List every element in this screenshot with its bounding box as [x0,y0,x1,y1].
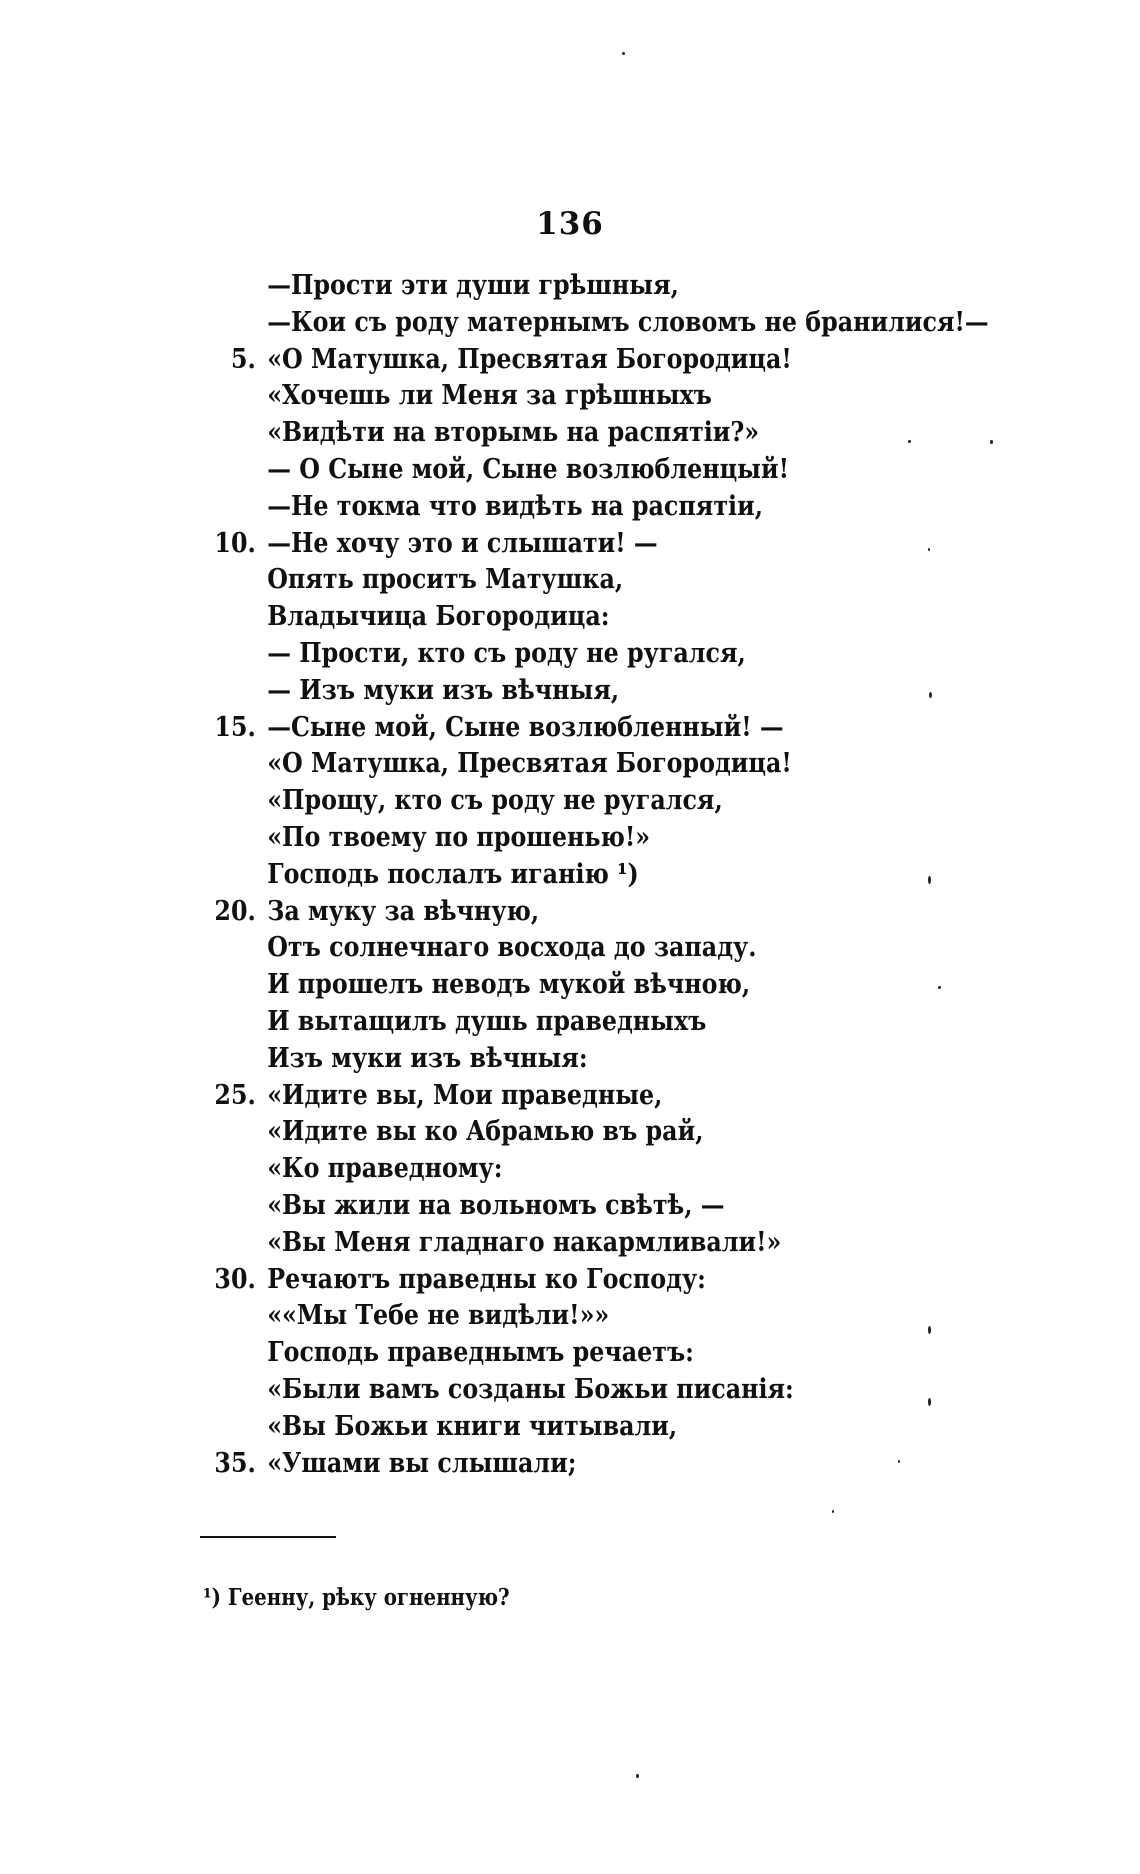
verse-number: 15. [214,711,256,743]
verse-text: За муку за вѣчную, [267,895,540,927]
scan-speck [928,1326,931,1334]
verse-text: И прошелъ неводъ мукой вѣчною, [267,969,751,1001]
page-number: 136 [536,206,604,242]
footnote-divider [200,1536,336,1538]
verse-line [210,305,989,342]
verse-line [210,1225,879,1262]
scan-speck [938,986,941,989]
verse-line [210,1372,879,1409]
verse-text: Отъ солнечнаго восхода до западу. [267,932,757,964]
verse-line [210,1151,879,1188]
verse-text: «Вы жили на вольномъ свѣтѣ, — [267,1189,725,1221]
verse-text: «Ушами вы слышали; [267,1447,577,1479]
verse-text: «По твоему по прошенью!» [267,821,651,853]
scan-speck [929,692,932,698]
verse-line [210,489,879,526]
scan-speck [832,1510,834,1513]
verse-text: —Прости эти души грѣшныя, [267,270,679,301]
verse-number: 25. [214,1079,256,1111]
verse-text: — Прости, кто съ роду не ругался, [267,637,746,669]
verse-line [210,1078,879,1115]
verse-line [210,599,879,636]
scan-speck [622,52,625,55]
verse-number: 10. [214,527,256,559]
verse-text: «О Матушка, Пресвятая Богородица! [267,748,792,780]
scan-speck [636,1774,639,1778]
scan-speck [898,1460,900,1463]
scan-speck [928,548,930,551]
verse-line [210,1114,879,1151]
verse-line [210,894,879,931]
verse-number: 35. [214,1447,256,1479]
verse-line [210,746,879,783]
scan-speck [908,440,911,443]
verse-text: —Кои съ роду матернымъ словомъ не бранилися!— [267,306,989,338]
verse-text: «Хочешь ли Меня за грѣшныхъ [267,380,712,412]
verse-line [210,1298,879,1335]
verse-text: — О Сыне мой, Сыне возлюбленцый! [267,453,790,485]
scan-speck [928,876,931,884]
verse-text: Опять проситъ Матушка, [267,564,624,596]
verse-text: «О Матушка, Пресвятая Богородица! [267,343,792,375]
verse-text: Господь послалъ иганію ¹) [267,858,639,890]
verse-line [210,268,879,305]
verse-line [210,452,879,489]
footnote: ¹) Геенну, рѣку огненную? [203,1584,510,1611]
verse-text: —Не хочу это и слышати! — [267,527,658,559]
verse-text: «Были вамъ созданы Божьи писанія: [267,1373,794,1405]
verse-line [210,1446,879,1483]
verse-list [210,268,989,1482]
verse-text: «Идите вы ко Абрамью въ рай, [267,1116,704,1148]
verse-number: 5. [230,343,256,375]
verse-text: «Вы Божьи книги читывали, [267,1410,678,1442]
verse-line [210,526,879,563]
verse-number: 30. [214,1263,256,1295]
verse-line [210,1335,879,1372]
verse-text: — Изъ муки изъ вѣчныя, [267,674,620,706]
verse-text: И вытащилъ душь праведныхъ [267,1005,707,1037]
verse-line [210,562,879,599]
verse-text: —Не токма что видѣть на распятіи, [267,490,763,522]
verse-text: Речаютъ праведны ко Господу: [267,1263,706,1295]
verse-text: Владычица Богородица: [267,601,610,633]
verse-text: «Вы Меня гладнаго накармливали!» [267,1226,782,1258]
verse-text: «Ко праведному: [267,1153,503,1185]
verse-line [210,342,879,379]
verse-line [210,673,879,710]
verse-line [210,1188,879,1225]
verse-number: 20. [214,895,256,927]
verse-text: ««Мы Тебе не видѣли!»» [267,1300,610,1332]
verse-line [210,857,879,894]
scan-speck [990,440,993,444]
verse-line [210,415,879,452]
verse-line [210,636,879,673]
verse-line [210,1262,879,1299]
verse-text: «Прощу, кто съ роду не ругался, [267,785,723,817]
verse-line [210,783,879,820]
verse-text: Господь праведнымъ речаетъ: [267,1337,694,1369]
verse-line [210,967,879,1004]
verse-text: «Идите вы, Мои праведные, [267,1079,663,1111]
verse-line [210,1041,879,1078]
verse-line [210,1409,879,1446]
scan-speck [928,1398,931,1406]
verse-text: —Сыне мой, Сыне возлюбленный! — [267,711,784,743]
verse-line [210,820,879,857]
verse-line [210,930,879,967]
verse-text: Изъ муки изъ вѣчныя: [267,1042,588,1074]
verse-line [210,710,879,747]
verse-text: «Видѣти на вторымь на распятіи?» [267,417,760,449]
verse-line [210,378,879,415]
verse-line [210,1004,879,1041]
